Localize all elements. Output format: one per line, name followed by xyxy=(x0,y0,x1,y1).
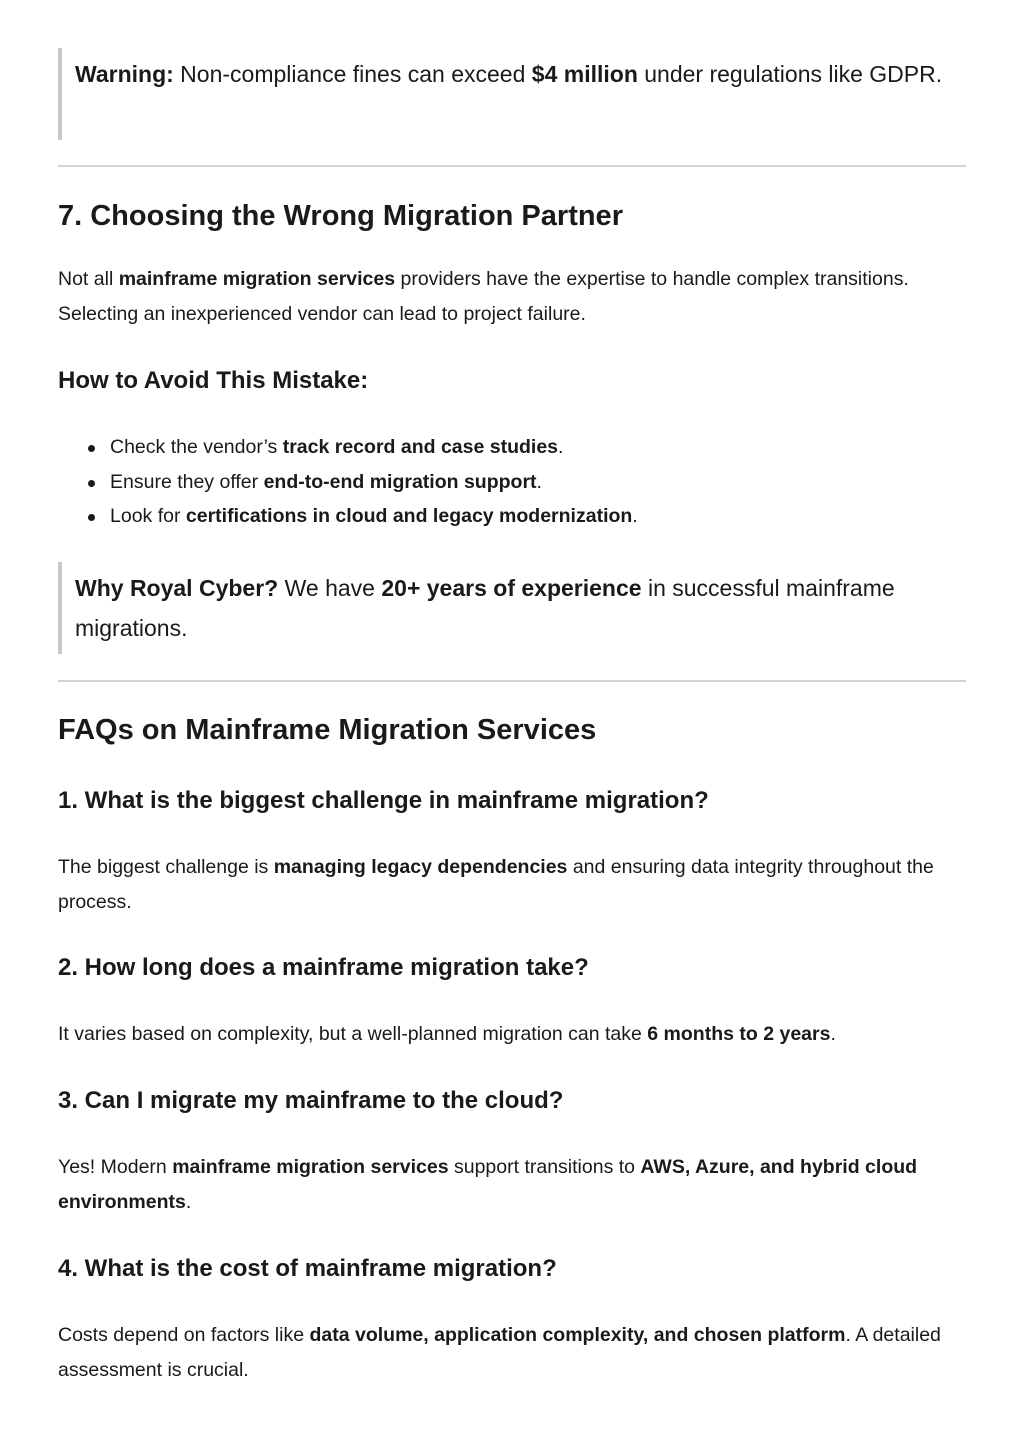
list-item-end: . xyxy=(558,436,564,458)
answer-bold: managing legacy dependencies xyxy=(273,856,568,878)
faq-answer xyxy=(58,1150,966,1219)
list-item-text: Look for xyxy=(110,505,186,527)
faq-answer xyxy=(58,1318,966,1387)
answer-text: support transitions to xyxy=(448,1156,641,1178)
list-item-end: . xyxy=(632,505,638,527)
callout-label: Why Royal Cyber? xyxy=(75,575,279,601)
warning-text-end: under regulations like GDPR. xyxy=(637,61,943,87)
faq-question: 4. What is the cost of mainframe migration? xyxy=(58,1255,557,1282)
answer-text: Costs depend on factors like xyxy=(58,1324,310,1346)
avoid-mistake-heading: How to Avoid This Mistake: xyxy=(58,367,369,394)
faqs-heading: FAQs on Mainframe Migration Services xyxy=(58,714,597,746)
faq-answer xyxy=(58,850,966,919)
list-item-text: Check the vendor’s xyxy=(110,436,283,458)
list-item-end: . xyxy=(536,470,542,493)
callout-bold: 20+ years of experience xyxy=(381,575,642,601)
faq-question: 1. What is the biggest challenge in mainframe migration? xyxy=(58,787,709,814)
faq-question: 2. How long does a mainframe migration take? xyxy=(58,954,589,981)
bullet-icon xyxy=(88,480,95,487)
faq-answer xyxy=(58,1017,966,1052)
list-item-bold: end-to-end migration support xyxy=(263,470,537,493)
section-divider xyxy=(58,165,966,167)
intro-bold: mainframe migration services xyxy=(118,268,396,290)
warning-label: Warning: xyxy=(75,61,174,87)
list-item xyxy=(58,465,966,500)
answer-bold: AWS, Azure, and hybrid cloud environments xyxy=(58,1156,918,1213)
answer-text-end: . xyxy=(830,1023,836,1045)
intro-text-end: providers have the expertise to handle complex transitions. Selecting an inexperienced vendor can lead to project failure. xyxy=(58,268,909,325)
intro-text: Not all xyxy=(58,268,119,290)
list-item-text: Ensure they offer xyxy=(110,470,264,493)
warning-callout xyxy=(58,48,966,140)
callout-text: We have xyxy=(278,575,382,601)
section-7-heading: 7. Choosing the Wrong Migration Partner xyxy=(58,200,623,232)
answer-text-end: . A detailed assessment is crucial. xyxy=(58,1324,941,1381)
warning-text: Non-compliance fines can exceed xyxy=(173,61,532,87)
avoid-mistake-list xyxy=(58,430,966,534)
answer-text: The biggest challenge is xyxy=(58,856,274,878)
answer-text-end: . xyxy=(185,1190,192,1213)
callout-text-end: in successful mainframe migrations. xyxy=(75,575,895,641)
royal-cyber-callout xyxy=(58,562,966,654)
list-item-bold: certifications in cloud and legacy modernization xyxy=(185,505,633,527)
answer-bold: 6 months to 2 years xyxy=(647,1023,831,1045)
list-item xyxy=(58,499,966,534)
list-item-bold: track record and case studies xyxy=(282,436,559,458)
bullet-icon xyxy=(88,514,95,521)
answer-text: Yes! Modern xyxy=(58,1156,173,1178)
answer-bold: mainframe migration services xyxy=(172,1156,449,1178)
warning-amount: $4 million xyxy=(531,61,638,87)
answer-text: It varies based on complexity, but a well-planned migration can take xyxy=(58,1023,648,1045)
faq-question: 3. Can I migrate my mainframe to the cloud? xyxy=(58,1087,564,1114)
section-divider xyxy=(58,680,966,682)
section-7-intro xyxy=(58,262,966,331)
list-item xyxy=(58,430,966,465)
bullet-icon xyxy=(88,445,95,452)
answer-text-end: and ensuring data integrity throughout the process. xyxy=(58,856,934,913)
answer-bold: data volume, application complexity, and chosen platform xyxy=(309,1324,846,1346)
